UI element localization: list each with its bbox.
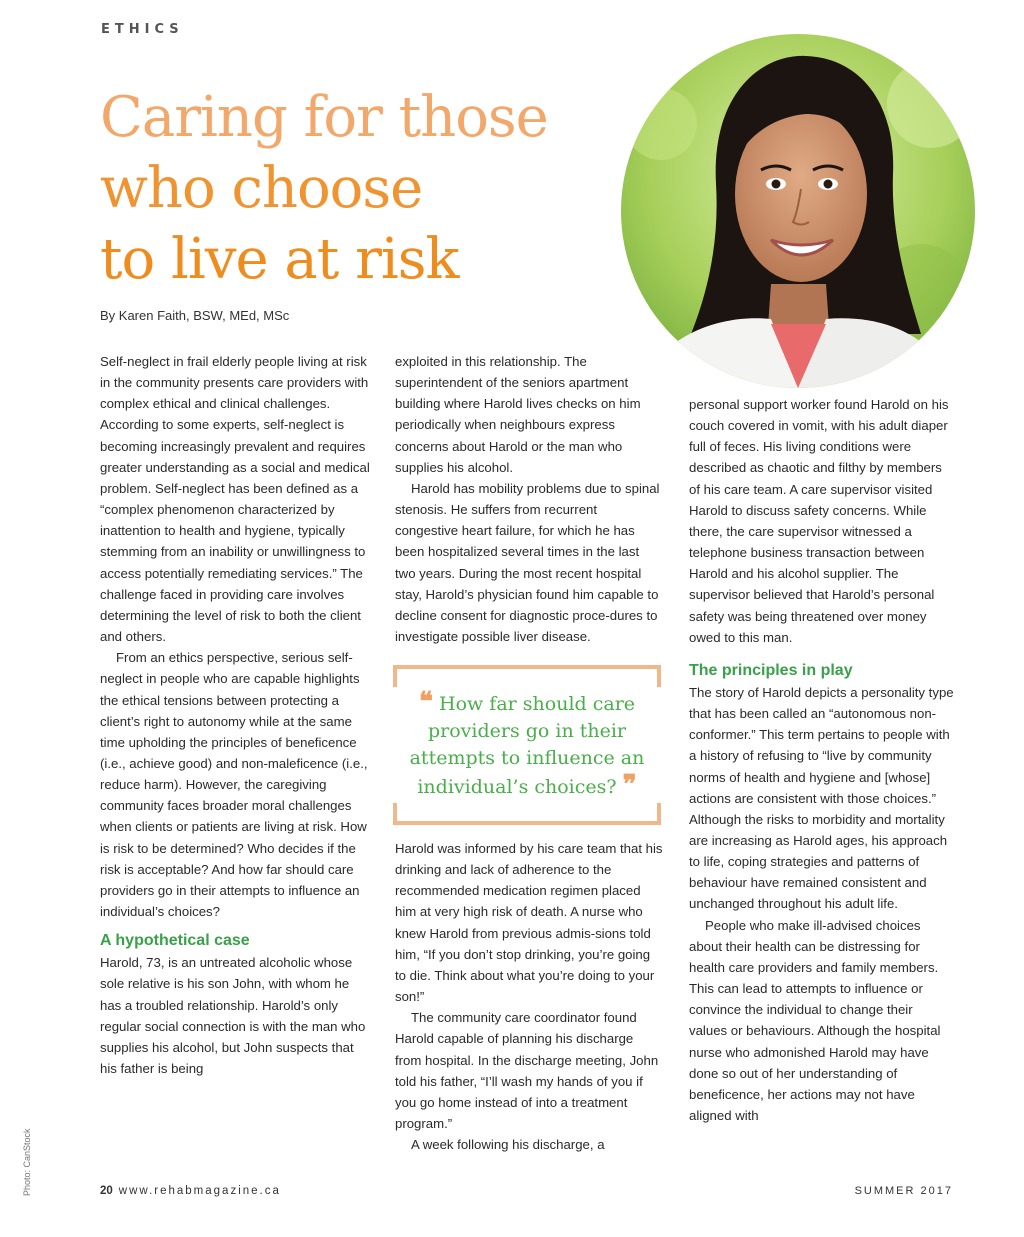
open-quote-icon: ❝	[418, 687, 433, 717]
pull-quote	[393, 665, 661, 825]
title-line-1: Caring for those	[100, 85, 548, 150]
paragraph: Self-neglect in frail elderly people living at risk in the community presents care providers with complex ethical and clinical challenges. According to some experts, self-neglect is becoming increasingly prevalent and requires greater understanding as a social and medical problem. Self-neglect has been defined as a “complex phenomenon characterized by inattention to health and hygiene, typically stemming from an inability or unwillingness to access potentially remediating services.” The challenge faced in providing care involves determining the level of risk to both the client and others.	[100, 354, 370, 645]
column-2-top	[395, 351, 663, 647]
byline: By Karen Faith, BSW, MEd, MSc	[100, 308, 290, 323]
pull-quote-text	[403, 689, 651, 801]
pull-quote-body: How far should care providers go in their attempts to influence an individual’s choices?	[409, 693, 645, 798]
paragraph: A week following his discharge, a	[411, 1137, 605, 1153]
page-number: 20	[100, 1185, 113, 1197]
paragraph: Harold, 73, is an untreated alcoholic whose sole relative is his son John, with whom he has a troubled relationship. Harold’s only regular social connection is with the man who supplies his alcohol, but John suspects that his father is being	[100, 955, 366, 1076]
article-title	[100, 82, 548, 295]
issue-label: SUMMER 2017	[854, 1185, 953, 1197]
paragraph: exploited in this relationship. The superintendent of the seniors apartment building where Harold lives checks on him periodically when neighbours express concerns about Harold or the man who supplies his alcohol.	[395, 354, 641, 475]
title-line-2: who choose	[100, 156, 423, 221]
paragraph: The story of Harold depicts a personality type that has been called an “autonomous non-conformer.” This term pertains to people with a history of refusing to “live by community norms of health and hygiene and [whose] actions are consistent with those choices.” Although the risks to morbidity and mortality are increasing as Harold ages, his approach to life, coping strategies and patterns of behaviour have remained consistent and unchanged throughout his adult life.	[689, 684, 954, 912]
column-2-bottom	[395, 838, 663, 1155]
paragraph: From an ethics perspective, serious self-neglect in people who are capable highlights the ethical tensions between protecting a client’s right to autonomy while at the same time upholding the principles of beneficence (i.e., achieve good) and non-maleficence (i.e., reduce harm). However, the caregiving community faces broader moral challenges when clients or patients are living at risk. How is risk to be determined? Who decides if the risk is acceptable? And how far should care providers go in their attempts to influence an individual’s choices?	[100, 650, 368, 920]
photo-credit: Photo: CanStock	[22, 1128, 32, 1196]
section-label: ETHICS	[101, 22, 184, 37]
website-link[interactable]: www.rehabmagazine.ca	[118, 1185, 281, 1197]
subheading-principles-in-play: The principles in play	[689, 661, 853, 679]
paragraph: personal support worker found Harold on his couch covered in vomit, with his adult diaper full of feces. His living conditions were described as chaotic and filthy by members of his care team. A care supervisor visited Harold to discuss safety concerns. While there, the care supervisor witnessed a telephone business transaction between Harold and his alcohol supplier. The supervisor believed that Harold’s personal safety was being threatened over money owed to this man.	[689, 397, 949, 645]
subheading-hypothetical-case: A hypothetical case	[100, 932, 250, 950]
footer-left	[100, 1185, 281, 1197]
paragraph: Harold has mobility problems due to spinal stenosis. He suffers from recurrent congestive heart failure, for which he has been hospitalized several times in the last two years. During the most recent hospital stay, Harold’s physician found him capable to decline consent for diagnostic proce-dures to investigate possible liver disease.	[395, 480, 660, 645]
author-portrait-photo	[621, 34, 975, 388]
close-quote-icon: ❞	[622, 770, 637, 800]
title-line-3: to live at risk	[100, 227, 459, 292]
portrait-illustration	[621, 34, 975, 388]
column-3	[689, 394, 954, 1126]
paragraph: Harold was informed by his care team that his drinking and lack of adherence to the recommended medication regimen placed him at very high risk of death. A nurse who knew Harold from previous admis-sions told him, “If you don’t stop drinking, you’re going to die. Think about what you’re doing to your son!”	[395, 841, 663, 1005]
column-1	[100, 351, 370, 1079]
paragraph: The community care coordinator found Harold capable of planning his discharge from hospital. In the discharge meeting, John told his father, “I’ll wash my hands of you if you go home instead of into a treatment program.”	[395, 1010, 659, 1132]
paragraph: People who make ill-advised choices about their health can be distressing for health care providers and family members. This can lead to attempts to influence or convince the individual to change their values or behaviours. Although the hospital nurse who admonished Harold may have done so out of her understanding of beneficence, her actions may not have aligned with	[689, 917, 941, 1123]
